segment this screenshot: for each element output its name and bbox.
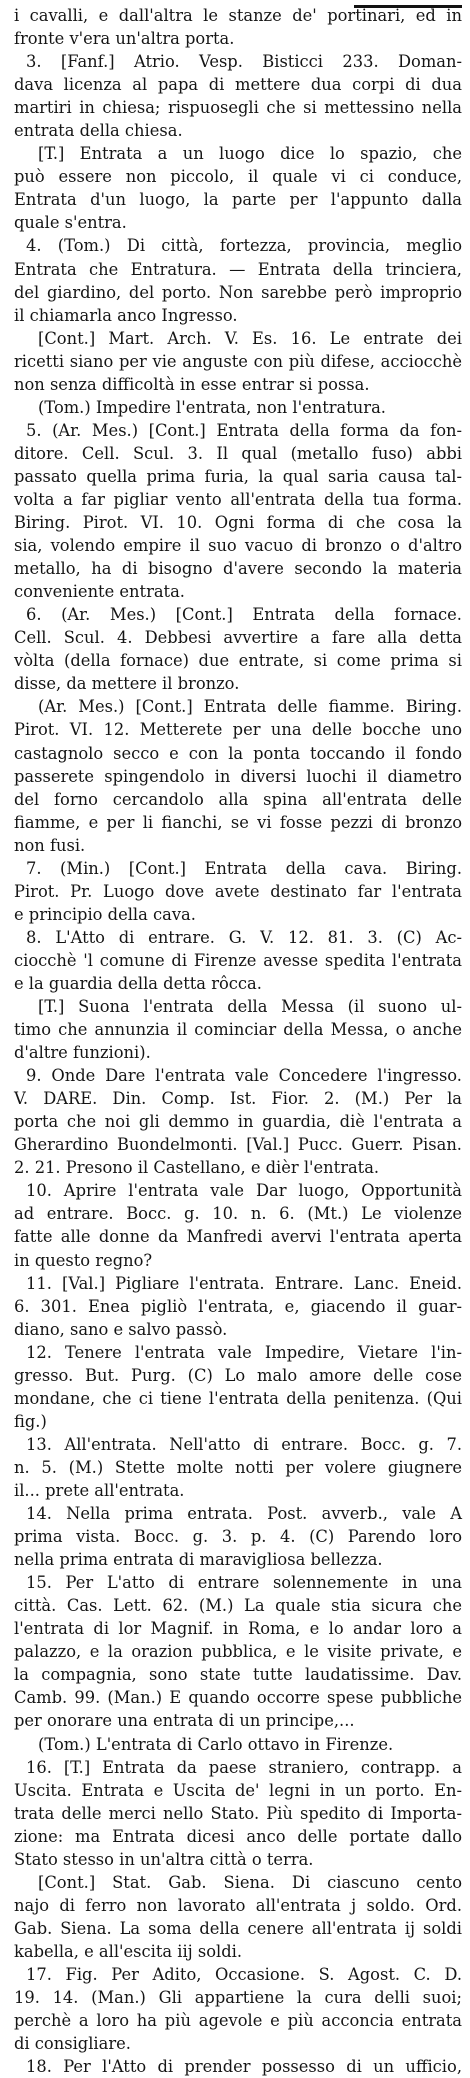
- text-line: timo che annunzia il cominciar della Messa, o anche: [14, 1020, 462, 1040]
- text-line: fiamme, e per li fianchi, se vi fosse pezzi di bronzo: [14, 812, 462, 832]
- text-line: 6. 301. Enea pigliò l'entrata, e, giacendo il guar-: [14, 1296, 462, 1316]
- text-line: in questo regno?: [14, 1250, 153, 1270]
- text-line: zione: ma Entrata dicesi anco delle portate dallo: [14, 1826, 462, 1846]
- text-line: del giardino, del porto. Non sarebbe però improprio: [14, 282, 462, 302]
- text-line: città. Cas. Lett. 62. (M.) La quale stia sicura che: [14, 1596, 462, 1616]
- text-line: kabella, e all'escita iij soldi.: [14, 1941, 243, 1961]
- text-line: (Ar. Mes.) [Cont.] Entrata delle fiamme. Biring.: [38, 697, 462, 717]
- text-line: trata delle merci nello Stato. Più spedito di Importa-: [14, 1803, 462, 1823]
- text-line: 16. [T.] Entrata da paese straniero, contrapp. a: [26, 1757, 462, 1777]
- text-line: nella prima entrata di maravigliosa bellezza.: [14, 1550, 383, 1570]
- text-line: Cell. Scul. 4. Debbesi avvertire a fare alla detta: [14, 628, 462, 648]
- text-line: vòlta (della fornace) due entrate, si come prima si: [14, 651, 462, 671]
- text-line: Gab. Siena. La soma della cenere all'entrata ij soldi: [14, 1918, 462, 1938]
- text-line: l'entrata di lor Magnif. in Roma, e lo andar loro a: [14, 1619, 462, 1639]
- text-line: sia, volendo empire il suo vacuo di bronzo o d'altro: [14, 536, 462, 556]
- text-line: najo di ferro non lavorato all'entrata j soldo. Ord.: [14, 1895, 462, 1915]
- text-line: passerete spingendolo in diversi luochi il diametro: [14, 766, 462, 786]
- text-line: dava licenza al papa di mettere dua corpi di dua: [14, 75, 462, 95]
- text-line: Biring. Pirot. VI. 10. Ogni forma di che cosa la: [14, 513, 462, 533]
- text-line: disse, da mettere il bronzo.: [14, 674, 240, 694]
- text-line: la compagnia, sono state tutte laudatissime. Dav.: [14, 1665, 462, 1685]
- dictionary-entries: [14, 4, 462, 2078]
- text-line: castagnolo secco e con la ponta toccando il fondo: [14, 743, 462, 763]
- text-line: 7. (Min.) [Cont.] Entrata della cava. Biring.: [26, 858, 462, 878]
- text-line: martiri in chiesa; rispuosegli che si mettessino nella: [14, 98, 462, 118]
- text-line: 15. Per L'atto di entrare solennemente in una: [26, 1573, 462, 1593]
- text-line: 2. 21. Presono il Castellano, e dièr l'entrata.: [14, 1158, 380, 1178]
- text-line: Entrata d'un luogo, la parte per l'appunto dalla: [14, 190, 462, 210]
- text-line: ad entrare. Bocc. g. 10. n. 6. (Mt.) Le violenze: [14, 1204, 462, 1224]
- text-line: passato quella prima furia, la qual saria causa tal-: [14, 466, 462, 486]
- text-line: il chiamarla anco Ingresso.: [14, 305, 238, 325]
- text-line: perchè a loro ha più agevole e più acconcia entrata: [14, 2011, 462, 2031]
- text-line: Pirot. VI. 12. Metterete per una delle bocche uno: [14, 720, 462, 740]
- text-line: (Tom.) Impedire l'entrata, non l'entratura.: [38, 397, 386, 417]
- text-line: Entrata che Entratura. — Entrata della trinciera,: [14, 259, 462, 279]
- text-line: 13. All'entrata. Nell'atto di entrare. Bocc. g. 7.: [26, 1434, 462, 1454]
- text-line: V. DARE. Din. Comp. Ist. Fior. 2. (M.) Per la: [14, 1089, 462, 1109]
- text-line: metallo, ha di bisogno d'avere secondo la materia: [14, 559, 462, 579]
- text-line: Uscita. Entrata e Uscita de' legni in un porto. En-: [14, 1780, 462, 1800]
- text-line: conveniente entrata.: [14, 582, 185, 602]
- text-line: porta che noi gli demmo in guardia, diè l'entrata a: [14, 1112, 462, 1132]
- text-line: fig.): [14, 1411, 47, 1431]
- text-line: il... prete all'entrata.: [14, 1481, 185, 1500]
- text-line: 14. Nella prima entrata. Post. avverb., vale A: [26, 1504, 462, 1524]
- text-line: gresso. But. Purg. (C) Lo malo amore delle cose: [14, 1365, 462, 1385]
- text-line: ciocchè 'l comune di Firenze avesse spedita l'entrata: [14, 950, 462, 970]
- text-line: Pirot. Pr. Luogo dove avete destinato far l'entrata: [14, 881, 462, 901]
- text-line: [T.] Entrata a un luogo dice lo spazio, che: [38, 144, 462, 164]
- text-line: del forno cercandolo alla spina all'entrata delle: [14, 789, 462, 809]
- text-line: mondane, che ci tiene l'entrata della penitenza. (Qui: [14, 1388, 462, 1408]
- text-line: 6. (Ar. Mes.) [Cont.] Entrata della fornace.: [26, 605, 462, 625]
- text-line: fronte v'era un'altra porta.: [14, 29, 235, 49]
- text-line: volta a far pigliar vento all'entrata della tua forma.: [14, 489, 462, 509]
- text-line: diano, sano e salvo passò.: [14, 1319, 228, 1339]
- text-line: ditore. Cell. Scul. 3. Il qual (metallo fuso) abbi: [14, 443, 462, 463]
- text-line: d'altre funzioni).: [14, 1043, 151, 1063]
- text-line: non fusi.: [14, 835, 86, 855]
- text-line: n. 5. (M.) Stette molte notti per volere giugnere: [14, 1457, 462, 1477]
- text-line: palazzo, e la orazion pubblica, e le visite private, e: [14, 1642, 462, 1662]
- text-line: può essere non piccolo, il quale vi ci conduce,: [14, 167, 462, 187]
- text-line: 17. Fig. Per Adito, Occasione. S. Agost. C. D.: [26, 1964, 462, 1984]
- text-line: fatte alle donne da Manfredi avervi l'entrata aperta: [14, 1227, 462, 1247]
- text-line: [Cont.] Stat. Gab. Siena. Di ciascuno cento: [38, 1872, 462, 1892]
- text-line: prima vista. Bocc. g. 3. p. 4. (C) Parendo loro: [14, 1527, 462, 1547]
- text-line: 19. 14. (Man.) Gli appartiene la cura delli suoi;: [14, 1988, 462, 2008]
- text-line: per onorare una entrata di un principe,...: [14, 1711, 355, 1731]
- text-line: ricetti siano per vie anguste con più difese, acciocchè: [14, 351, 462, 371]
- text-line: non senza difficoltà in esse entrar si possa.: [14, 374, 370, 394]
- text-line: 18. Per l'Atto di prender possesso di un ufficio,: [26, 2057, 462, 2077]
- text-line: 9. Onde Dare l'entrata vale Concedere l'ingresso.: [26, 1066, 462, 1086]
- text-line: 5. (Ar. Mes.) [Cont.] Entrata della forma da fon-: [26, 420, 462, 440]
- text-line: e la guardia della detta rôcca.: [14, 973, 262, 993]
- text-line: 8. L'Atto di entrare. G. V. 12. 81. 3. (C) Ac-: [26, 927, 462, 947]
- text-line: [Cont.] Mart. Arch. V. Es. 16. Le entrate dei: [38, 328, 462, 348]
- text-line: i cavalli, e dall'altra le stanze de' portinari, ed in: [14, 6, 462, 25]
- text-line: (Tom.) L'entrata di Carlo ottavo in Firenze.: [38, 1734, 394, 1754]
- text-line: 11. [Val.] Pigliare l'entrata. Entrare. Lanc. Eneid.: [26, 1273, 462, 1293]
- text-line: di consigliare.: [14, 2034, 131, 2054]
- text-line: 4. (Tom.) Di città, fortezza, provincia, meglio: [26, 236, 462, 256]
- text-line: 12. Tenere l'entrata vale Impedire, Vietare l'in-: [26, 1342, 462, 1362]
- text-line: quale s'entra.: [14, 213, 127, 233]
- text-line: 3. [Fanf.] Atrio. Vesp. Bisticci 233. Doman-: [26, 52, 462, 72]
- text-line: e principio della cava.: [14, 904, 196, 924]
- text-line: 10. Aprire l'entrata vale Dar luogo, Opportunità: [26, 1181, 462, 1201]
- text-line: Camb. 99. (Man.) E quando occorre spese pubbliche: [14, 1688, 462, 1708]
- text-line: Stato stesso in un'altra città o terra.: [14, 1849, 314, 1869]
- text-line: Gherardino Buondelmonti. [Val.] Pucc. Guerr. Pisan.: [14, 1135, 462, 1155]
- text-line: entrata della chiesa.: [14, 121, 183, 141]
- text-line: [T.] Suona l'entrata della Messa (il suono ul-: [38, 997, 462, 1017]
